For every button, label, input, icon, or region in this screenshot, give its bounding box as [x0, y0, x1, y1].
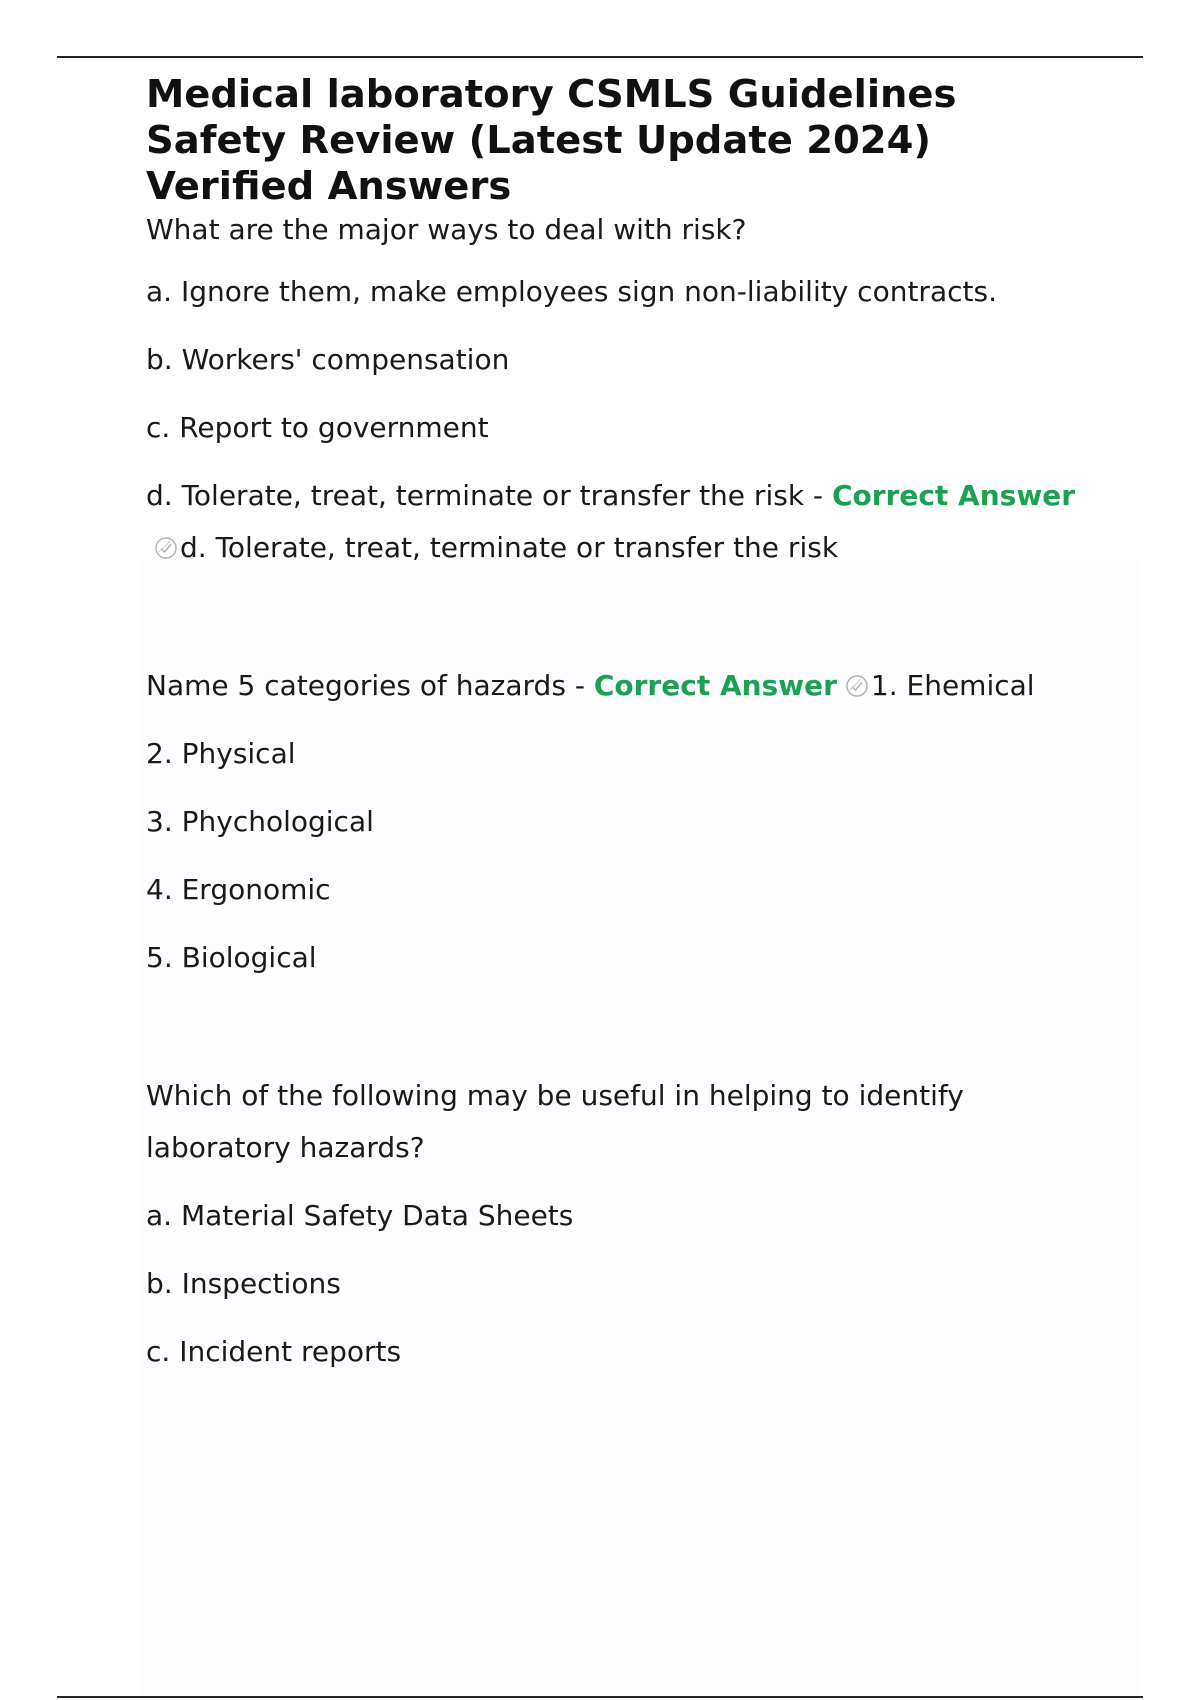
- correct-answer-label: Correct Answer: [831, 479, 1075, 512]
- question-text: What are the major ways to deal with risk?: [146, 213, 747, 246]
- question-text: Name 5 categories of hazards -: [146, 669, 594, 702]
- question-block-3: [146, 1070, 1086, 1378]
- option-b: b. Workers' compensation: [146, 343, 510, 376]
- answer-item-2: 2. Physical: [146, 737, 296, 770]
- question-block-2: [146, 660, 1086, 984]
- question-block-1: [146, 210, 1086, 574]
- check-circle-icon: [154, 536, 178, 560]
- question-text: Which of the following may be useful in helping to identify laboratory hazards?: [146, 1079, 964, 1164]
- answer-text: d. Tolerate, treat, terminate or transfer the risk: [180, 531, 839, 564]
- option-d-with-answer: [146, 470, 1086, 574]
- answer-item-3: 3. Phychological: [146, 805, 374, 838]
- bottom-rule: [57, 1696, 1143, 1698]
- answer-item-4: 4. Ergonomic: [146, 873, 331, 906]
- check-circle-icon: [845, 674, 869, 698]
- document-page: [146, 72, 1086, 1378]
- option-c: c. Report to government: [146, 411, 489, 444]
- answer-first-item: 1. Ehemical: [870, 669, 1035, 702]
- document-title: Medical laboratory CSMLS Guidelines Safety Review (Latest Update 2024) Verified Answers: [146, 72, 957, 209]
- question-with-answer: [146, 660, 1086, 712]
- answer-item-5: 5. Biological: [146, 941, 317, 974]
- top-rule: [57, 56, 1143, 58]
- option-a: a. Material Safety Data Sheets: [146, 1199, 574, 1232]
- correct-answer-label: Correct Answer: [593, 669, 837, 702]
- option-b: b. Inspections: [146, 1267, 341, 1300]
- option-c: c. Incident reports: [146, 1335, 402, 1368]
- option-a: a. Ignore them, make employees sign non-liability contracts.: [146, 275, 997, 308]
- option-d-text: d. Tolerate, treat, terminate or transfer the risk -: [146, 479, 832, 512]
